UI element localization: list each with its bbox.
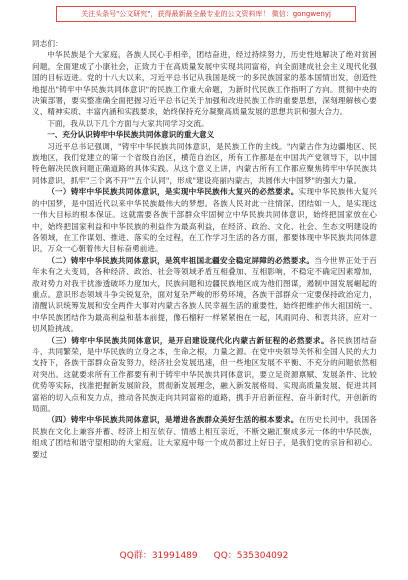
intro-paragraph: 中华民族是个大家庭，各族人民心手相牵，团结奋进，经过持续努力，历史性地解决了绝对贫困问题，全面建成了小康社会，正致力于在高质量发展中实现共同富裕，向全面建成社会主义现代化强国的目标迈进。党的十八大以来，习近平总书记从我国是统一的多民族国家的基本国情出发，创造性地提出"铸牢中华民族共同体意识"的民族工作重大命题，为新时代民族工作指明了方向。贯彻中央的决策部署，要实整准确全面把握习近平总书记关于加强和改进民族工作的重要思想，深刻理解核心要义、精神实质、丰富内涵和实践要求，始终保持充分凝聚高质量发展的思想共识和强大合力。 xyxy=(32,50,377,117)
header-banner: 关注头条号"公文研究"，获得最新最全最专业的公文资料库！ 微信：gongwenyj xyxy=(56,6,356,22)
subsection-paragraph xyxy=(32,414,377,460)
section-paragraph: 习近平总书记强调，"铸牢中华民族共同体意识，是民族工作的主线。"内蒙古作为边疆地区、民族地区，我们党建立的第一个省级自治区，横范自治区，所有工作都是在中国共产党领导下，以中国特色解决民族问题正确道路的具体实践。从这个意义上讲，内蒙古所有工作都应聚焦铸牢中华民族共同体意识，抓牢"三个离不开""五个认同"，形成"建设亮丽内蒙古，共圆伟大中国梦"的强大力量。 xyxy=(32,141,377,185)
subsection-text: 在历史长河中，我国各民族在文化上兼容并蓄、经济上相互依存、情感上相互亲近，不断交融汇聚成多元一体的中华民族，组成了团结和谐守望相助的大家庭。让大家庭中每一个成员都过上好日子，是我们党的宗旨和初心。要过 xyxy=(32,415,377,459)
section-heading: 一、充分认识铸牢中华民族共同体意识的重大意义 xyxy=(47,130,215,140)
subsection-text: 各民族团结奋斗、共同繁荣，是中华民族的立身之本，生命之根，力量之源。在党中央领导关怀和全国人民的大力支持下，各族干部群众奋发努力，经济社会发展迅速，但一些地区发展不平衡、不充分的问题依然相对突出。这就要求所有工作都要有利于铸牢中华民族共同体意识，要立足资源禀赋、发展条件、比较优势等实际，找准把握新发展阶段，贯彻新发展理念，融入新发展格局、实现高质量发展、促进共同富裕的切入点和发力点，推动各民族走向共同富裕的道路，携手开启新征程、奋斗新时代，开创新的局面。 xyxy=(32,335,377,413)
document-body xyxy=(32,38,377,546)
subsection-lead: （一）铸牢中华民族共同体意识，是实现中华民族伟大复兴的必然要求。 xyxy=(47,187,299,197)
subsection-lead: （三）铸牢中华民族共同体意识，是开启建设现代化内蒙古新征程的必然要求。 xyxy=(47,335,330,345)
footer-contacts xyxy=(0,548,408,564)
subsection-paragraph xyxy=(32,186,377,254)
qq-group-text: QQ群：31991489 xyxy=(119,551,198,561)
subsection-text: 当今世界正处于百年未有之大变局，各种经济、政治、社会等领域矛盾互相叠加、互相影响，不稳定不确定因素增加，敌对势力对我干扰渗透破坏力度加大，民族问题和边疆民族地区成为他们图谋，遏制中国发展崛起的重点。意识形态领域斗争尖锐复杂，面对复杂严峻的形势环境，各族干部群众一定要保持政治定力，清醒认识统筹发展和安全两件大事对内蒙古各族人民幸福生活的重要性，始终把维护伟大祖国统一、中华民族团结作为最高利益和基本前提，像石榴籽一样紧紧抱在一起，风雨同舟、和衷共济，应对一切风险挑战。 xyxy=(32,255,377,334)
subsection-lead: （四）铸牢中华民族共同体意识，是增进各族群众美好生活的根本要求。 xyxy=(47,415,299,425)
intro-paragraph: 下面，我从以下几个方面与大家共同学习交流。 xyxy=(47,118,209,128)
subsection-paragraph xyxy=(32,335,377,415)
qq-text: QQ：535304092 xyxy=(213,551,289,561)
subsection-text: 实现中华民族伟大复兴的中国梦，是中国近代以来中华民族最伟大的梦想。各族人民对此一往情深、团结如一人，是实现这一伟大目标的根本保证。这就需要各族干部群众牢固树立中华民族共同体意识，始终把国家放在心中，始终把国家利益和中华民族的利益作为最高利益，在经济、政治、文化、社会、生态文明建设的各领域，在工作谋划、推进、落实的全过程，在工作学习生活的各方面，都要体现中华民族共同体意识，万众一心朝着伟大目标奋勇前进。 xyxy=(32,187,377,254)
subsection-paragraph xyxy=(32,255,377,335)
salutation: 同志们： xyxy=(32,39,63,48)
subsection-lead: （二）铸牢中华民族共同体意识，是筑牢祖国北疆安全稳定屏障的必然要求。 xyxy=(47,255,315,265)
